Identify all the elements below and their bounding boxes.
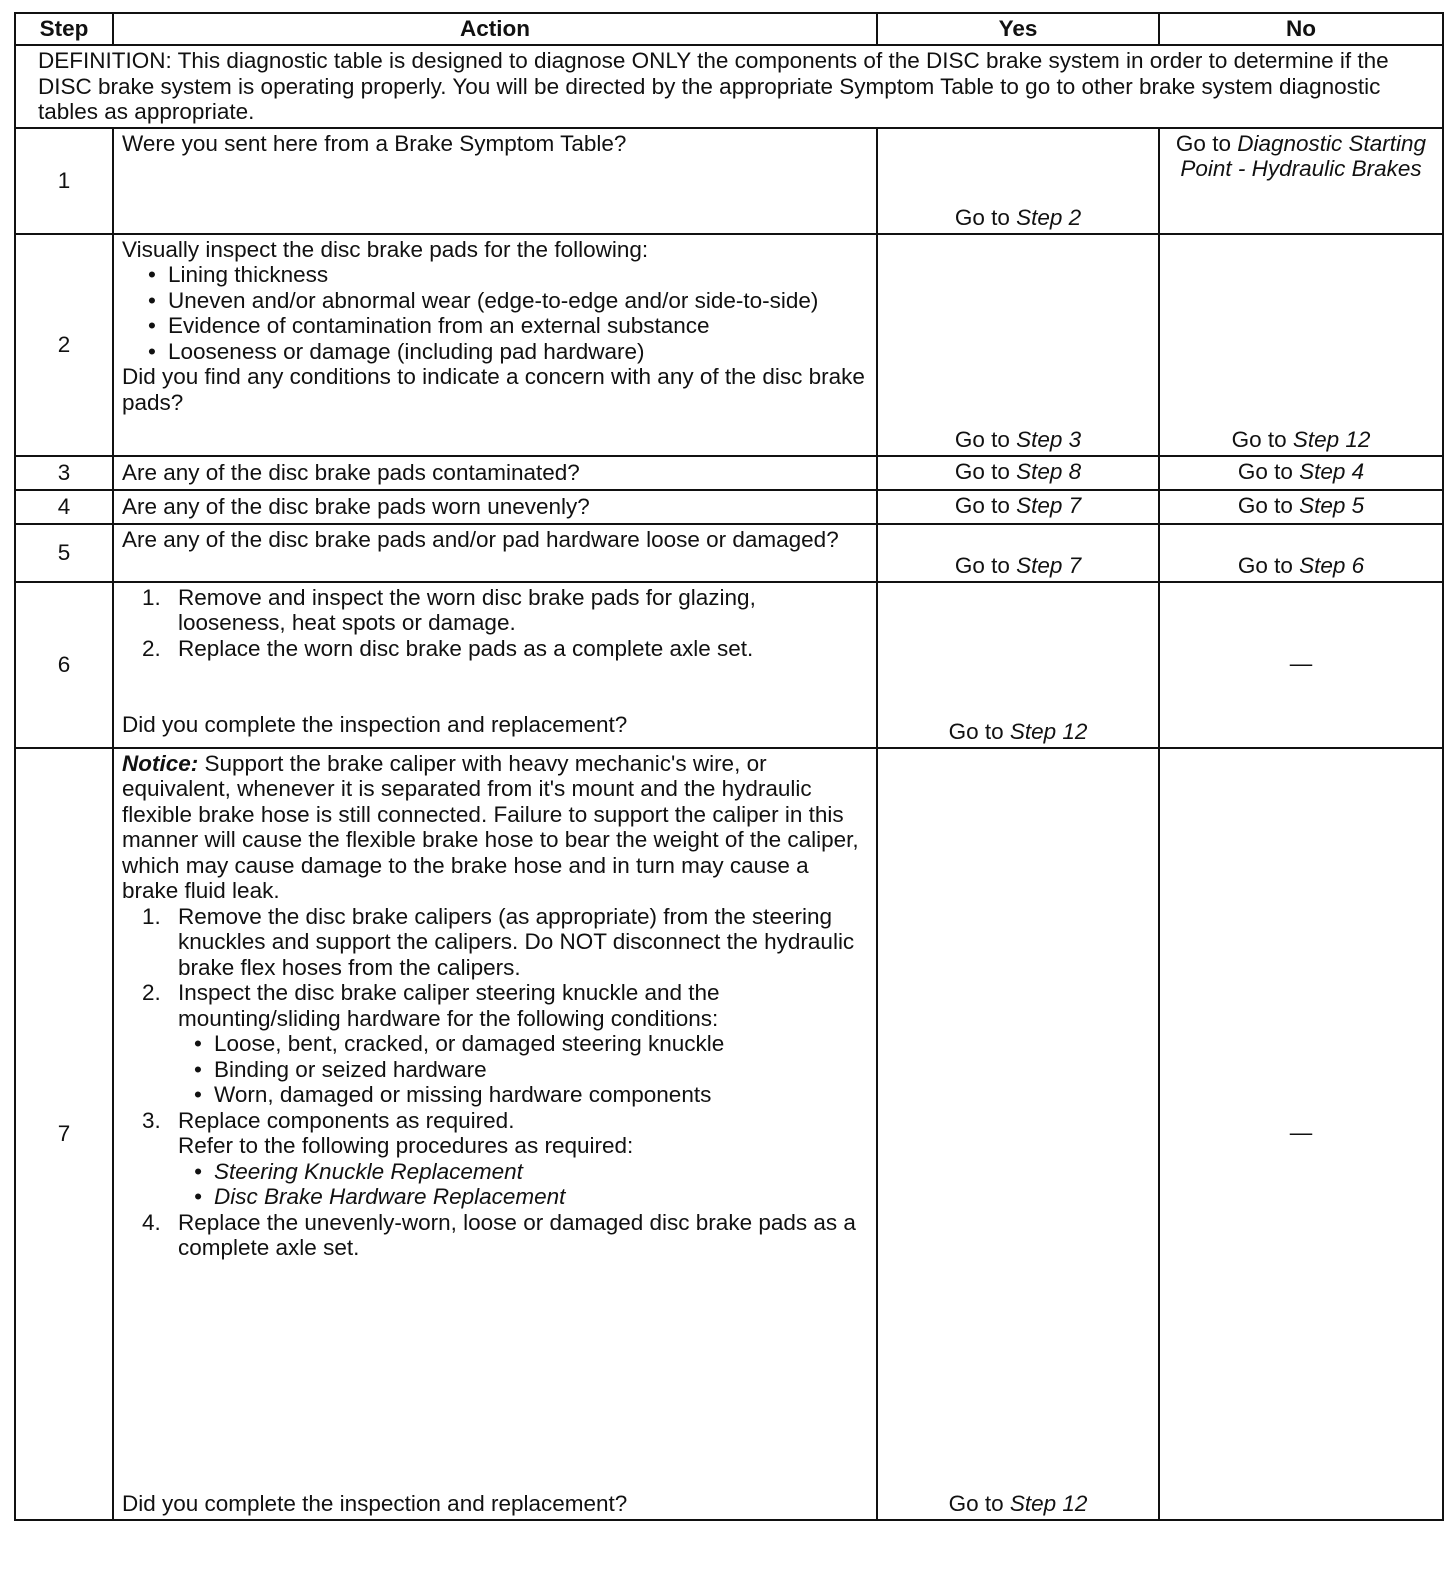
- item-number: 2.: [142, 980, 161, 1005]
- step-number: 6: [15, 582, 113, 748]
- yes-cell: [877, 490, 1159, 524]
- go-to-label: Go to: [954, 492, 1010, 518]
- table-row-step-4: [15, 490, 1443, 524]
- yes-target: Step 2: [1016, 205, 1082, 230]
- item-text: Inspect the disc brake caliper steering knuckle and the mounting/sliding hardware for the following conditions:: [178, 980, 720, 1031]
- yes-target: Step 7: [1016, 492, 1082, 518]
- go-to-label: Go to: [954, 458, 1010, 484]
- table-row-step-5: [15, 524, 1443, 582]
- go-to-label: Go to: [1175, 130, 1231, 156]
- procedure-list: [122, 904, 868, 1261]
- list-item: [122, 904, 868, 981]
- go-to-label: Go to: [1231, 427, 1287, 452]
- item-number: 1.: [142, 584, 161, 610]
- go-to-label: Go to: [948, 719, 1004, 744]
- notice-label: Notice:: [122, 750, 199, 776]
- yes-cell: [877, 128, 1159, 234]
- action-cell: [113, 582, 877, 748]
- no-cell: [1159, 456, 1443, 490]
- list-item: • Uneven and/or abnormal wear (edge-to-edge and/or side-to-side): [122, 288, 868, 314]
- notice-paragraph: [122, 751, 868, 904]
- action-text: Are any of the disc brake pads contaminated?: [113, 456, 877, 490]
- step-number: 5: [15, 524, 113, 582]
- action-text: Were you sent here from a Brake Symptom Table?: [113, 128, 877, 234]
- step-number: 4: [15, 490, 113, 524]
- definition-row: [15, 45, 1443, 128]
- table-row-step-1: [15, 128, 1443, 234]
- list-item: [122, 585, 868, 636]
- header-step: Step: [15, 13, 113, 45]
- no-cell: [1159, 490, 1443, 524]
- no-cell: —: [1159, 748, 1443, 1520]
- no-target: Step 12: [1292, 427, 1371, 452]
- list-item: • Lining thickness: [122, 262, 868, 288]
- list-item: • Worn, damaged or missing hardware components: [168, 1082, 868, 1108]
- item-number: 4.: [142, 1209, 161, 1235]
- procedure-links: [168, 1159, 868, 1210]
- table-row-step-3: [15, 456, 1443, 490]
- action-text: Are any of the disc brake pads and/or pad hardware loose or damaged?: [113, 524, 877, 582]
- list-item: • Binding or seized hardware: [168, 1057, 868, 1083]
- action-cell: [113, 234, 877, 456]
- action-cell: [113, 748, 877, 1520]
- go-to-label: Go to: [954, 427, 1010, 452]
- table-row-step-6: [15, 582, 1443, 748]
- step-number: 2: [15, 234, 113, 456]
- yes-target: Step 3: [1016, 427, 1082, 452]
- yes-cell: [877, 748, 1159, 1520]
- no-cell: —: [1159, 582, 1443, 748]
- step-number: 7: [15, 748, 113, 1520]
- item-number: 1.: [142, 903, 161, 929]
- go-to-label: Go to: [948, 1491, 1004, 1516]
- go-to-label: Go to: [1237, 492, 1293, 518]
- list-item: [122, 636, 868, 662]
- header-action: Action: [113, 13, 877, 45]
- go-to-label: Go to: [1237, 553, 1293, 578]
- yes-target: Step 12: [1009, 719, 1088, 744]
- go-to-label: Go to: [1237, 458, 1293, 484]
- go-to-label: Go to: [954, 205, 1010, 230]
- refer-text: Refer to the following procedures as required:: [178, 1133, 634, 1158]
- action-question: Did you complete the inspection and replacement?: [122, 1491, 628, 1516]
- item-text: Replace the unevenly-worn, loose or damaged disc brake pads as a complete axle set.: [178, 1209, 856, 1260]
- yes-cell: [877, 524, 1159, 582]
- list-item: [122, 980, 868, 1108]
- yes-cell: [877, 456, 1159, 490]
- header-row: [15, 13, 1443, 45]
- yes-cell: [877, 234, 1159, 456]
- diagnostic-table-page: [14, 12, 1442, 1521]
- item-number: 2.: [142, 635, 161, 661]
- no-target: Diagnostic Starting Point - Hydraulic Brakes: [1180, 130, 1427, 181]
- definition-text: DEFINITION: This diagnostic table is designed to diagnose ONLY the components of the DISC brake system in order to determine if the DISC brake system is operating properly. You will be directed by the appropriate Symptom Table to go to other brake system diagnostic tables as appropriate.: [15, 45, 1443, 128]
- no-target: Step 6: [1299, 553, 1365, 578]
- no-target: Step 4: [1299, 458, 1365, 484]
- list-item: [122, 1210, 868, 1261]
- disc-brake-diagnostic-table: [14, 12, 1444, 1521]
- condition-list: [168, 1031, 868, 1108]
- list-item: • Loose, bent, cracked, or damaged steering knuckle: [168, 1031, 868, 1057]
- table-row-step-7: [15, 748, 1443, 1520]
- item-text: Replace components as required.: [178, 1107, 515, 1133]
- list-item: [122, 1108, 868, 1210]
- no-cell: [1159, 524, 1443, 582]
- yes-cell: [877, 582, 1159, 748]
- action-intro: Visually inspect the disc brake pads for the following:: [122, 236, 649, 262]
- list-item: • Looseness or damage (including pad hardware): [122, 339, 868, 365]
- step-number: 1: [15, 128, 113, 234]
- table-row-step-2: [15, 234, 1443, 456]
- procedure-reference: • Disc Brake Hardware Replacement: [168, 1184, 868, 1210]
- procedure-reference: • Steering Knuckle Replacement: [168, 1159, 868, 1185]
- action-question: Did you find any conditions to indicate a concern with any of the disc brake pads?: [122, 364, 865, 415]
- action-text: Are any of the disc brake pads worn unevenly?: [113, 490, 877, 524]
- item-text: Remove and inspect the worn disc brake pads for glazing, looseness, heat spots or damage.: [178, 584, 756, 635]
- list-item: • Evidence of contamination from an external substance: [122, 313, 868, 339]
- item-text: Remove the disc brake calipers (as appropriate) from the steering knuckles and support the calipers. Do NOT disconnect the hydraulic brake flex hoses from the calipers.: [178, 903, 855, 980]
- action-question: Did you complete the inspection and replacement?: [122, 712, 628, 737]
- item-number: 3.: [142, 1107, 161, 1133]
- yes-target: Step 8: [1016, 458, 1082, 484]
- step-number: 3: [15, 456, 113, 490]
- item-text: Replace the worn disc brake pads as a complete axle set.: [178, 635, 754, 661]
- procedure-list: [122, 585, 868, 662]
- no-cell: [1159, 234, 1443, 456]
- no-cell: [1159, 128, 1443, 234]
- notice-text: Support the brake caliper with heavy mechanic's wire, or equivalent, whenever it is separated from it's mount and the hydraulic flexible brake hose is still connected. Failure to support the caliper in this manner will cause the flexible brake hose to bear the weight of the caliper, which may cause damage to the brake hose and in turn may cause a brake fluid leak.: [122, 750, 859, 903]
- no-target: Step 5: [1299, 492, 1365, 518]
- yes-target: Step 12: [1009, 1491, 1088, 1516]
- inspection-list: [122, 262, 868, 364]
- header-no: No: [1159, 13, 1443, 45]
- header-yes: Yes: [877, 13, 1159, 45]
- yes-target: Step 7: [1016, 553, 1082, 578]
- go-to-label: Go to: [954, 553, 1010, 578]
